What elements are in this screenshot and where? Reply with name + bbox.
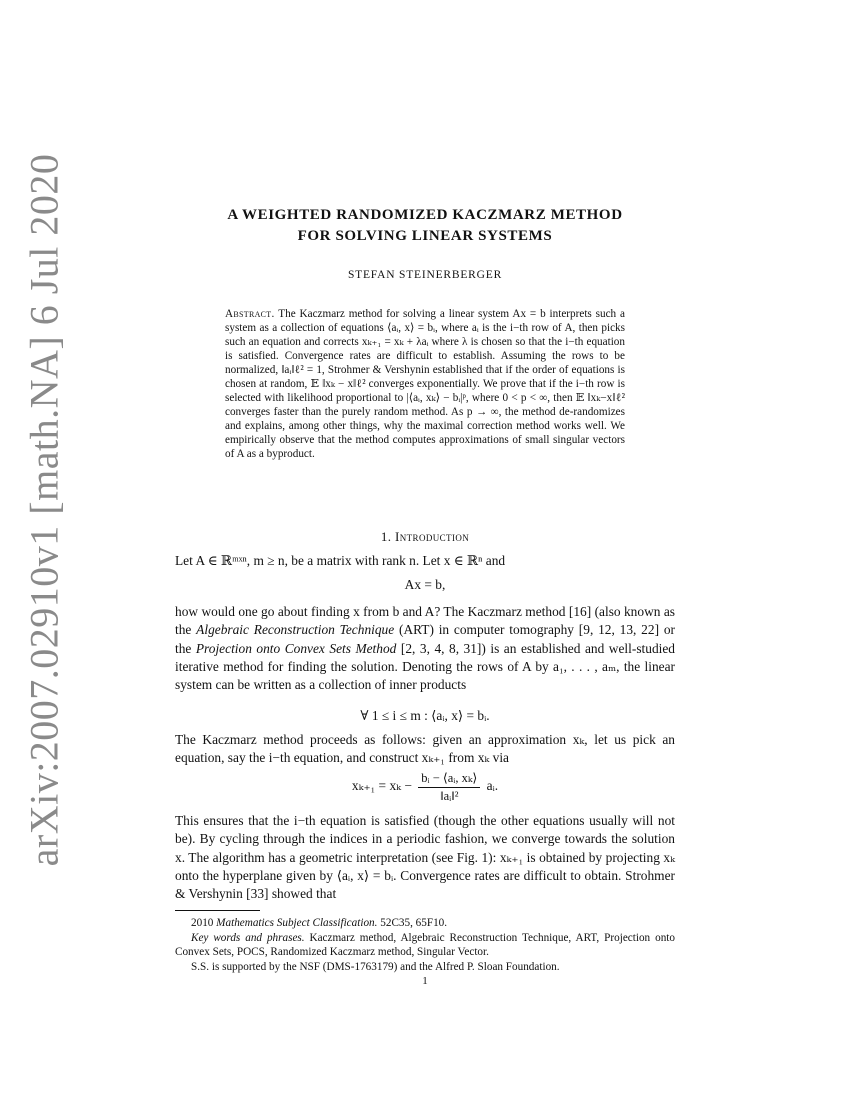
arxiv-identifier: arXiv:2007.02910v1 [math.NA] 6 Jul 2020 — [21, 153, 67, 867]
update-rhs: aᵢ. — [486, 778, 499, 794]
abstract-label: Abstract. — [225, 308, 275, 320]
footnotes — [175, 916, 675, 974]
paper-title-line-1: A WEIGHTED RANDOMIZED KACZMARZ METHOD — [227, 207, 623, 223]
footnote-keywords: Key words and phrases. Kaczmarz method, Algebraic Reconstruction Technique, ART, Projection onto Convex Sets, POCS, Randomized Kaczmarz method, Singular Vector. — [175, 931, 675, 959]
intro-paragraph-2 — [175, 603, 675, 694]
page-number: 1 — [422, 975, 428, 987]
p2-text-a: how would one go about finding x from b and A? The Kaczmarz method [16] (also known as the — [175, 604, 675, 638]
equation-kaczmarz-update — [175, 770, 675, 804]
arxiv-margin-stamp — [14, 153, 74, 867]
intro-paragraph-4: This ensures that the i−th equation is satisfied (though the other equations usually will not be). By cycling through the indices in a periodic fashion, we converge towards the solution x. The algorithm has a geometric interpretation (see Fig. 1): xₖ₊₁ is obtained by projecting xₖ onto the hyperplane given by ⟨aᵢ, x⟩ = bᵢ. Convergence rates are difficult to obtain. Strohmer & Vershynin [33] showed that — [175, 813, 675, 902]
footnote-support: S.S. is supported by the NSF (DMS-1763179) and the Alfred P. Sloan Foundation. — [191, 960, 560, 973]
intro-paragraph-1: Let A ∈ ℝᵐˣⁿ, m ≥ n, be a matrix with rank n. Let x ∈ ℝⁿ and — [175, 553, 506, 568]
p2-text-c: [2, 3, 4, 8, 31]) is an established and well-studied iterative method for finding the solution. Denoting the rows of A by a₁, . . . , aₘ, the linear system can be written as a collection of inner products — [175, 640, 675, 693]
abstract-text: The Kaczmarz method for solving a linear system Ax = b interprets such a system as a collection of equations ⟨aᵢ, x⟩ = bᵢ, where aᵢ is the i−th row of A, then picks such an equation and corrects xₖ₊₁ = xₖ + λaᵢ where λ is chosen so that the i−th equation is satisfied. Convergence rates are difficult to establish. Assuming the rows to be normalized, ‖aᵢ‖ℓ² = 1, Strohmer & Vershynin established that if the order of equations is chosen at random, 𝔼 ‖xₖ − x‖ℓ² converges exponentially. We prove that if the i−th row is selected with likelihood proportional to |⟨aᵢ, xₖ⟩ − bᵢ|ᵖ, where 0 < p < ∞, then 𝔼 ‖xₖ−x‖ℓ² converges faster than the purely random method. As p → ∞, the method de-randomizes and explains, among other things, why the maximal correction method works well. We empirically observe that the method computes approximations of small singular vectors of A as a byproduct. — [225, 308, 625, 460]
author-name: STEFAN STEINERBERGER — [347, 269, 503, 281]
footnote-rule — [175, 910, 260, 911]
equation-inner-products: ∀ 1 ≤ i ≤ m : ⟨aᵢ, x⟩ = bᵢ. — [360, 708, 490, 723]
abstract — [225, 307, 625, 461]
section-heading: 1. Introduction — [380, 529, 470, 544]
art-term: Algebraic Reconstruction Technique — [196, 622, 395, 638]
pocs-term: Projection onto Convex Sets Method — [195, 640, 397, 656]
intro-paragraph-3: The Kaczmarz method proceeds as follows: given an approximation xₖ, let us pick an equation, say the i−th equation, and construct xₖ₊₁ from xₖ via — [175, 732, 675, 766]
fraction-denominator: ‖aᵢ‖² — [440, 789, 459, 803]
p2-text-b: (ART) in computer tomography [9, 12, 13, 22] or the — [175, 622, 675, 656]
paper-title-line-2: FOR SOLVING LINEAR SYSTEMS — [297, 228, 553, 244]
update-fraction — [418, 770, 480, 804]
footnote-msc: 2010 Mathematics Subject Classification. 52C35, 65F10. — [191, 917, 448, 929]
equation-ax-b: Ax = b, — [404, 577, 446, 592]
fraction-numerator: bᵢ − ⟨aᵢ, xₖ⟩ — [418, 770, 480, 788]
update-lhs: xₖ₊₁ = xₖ − — [351, 778, 412, 794]
